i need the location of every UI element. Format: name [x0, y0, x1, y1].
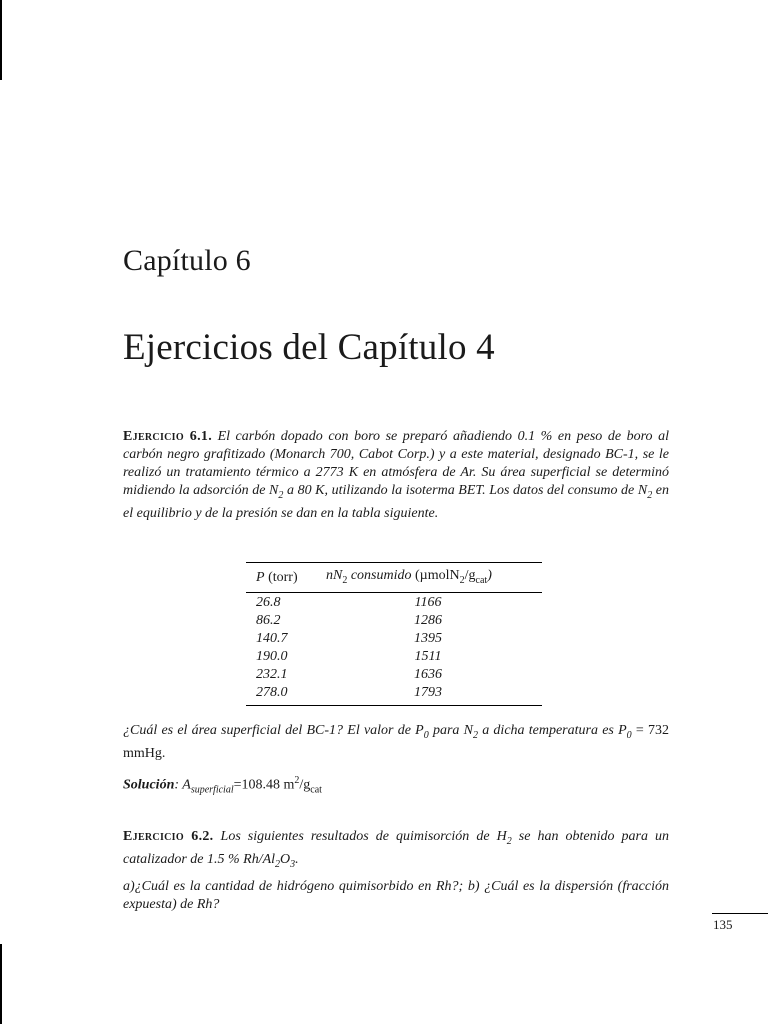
column-header-consumption: $nN_2$ consumido $(\mu molN_2/g_{cat})$	[326, 563, 542, 593]
exercise-1-solution: Solución: $A_{superficial}=108.48$ $m^2/g_{cat}$	[123, 775, 322, 796]
solution-value: =108.48 m	[233, 777, 295, 793]
exercise-1-heading: Ejercicio 6.1.	[123, 429, 212, 444]
page-number: 135	[713, 917, 733, 932]
table-row	[246, 630, 542, 648]
table-header-row	[246, 563, 542, 593]
consumption-cell: 1286	[414, 612, 442, 628]
pressure-cell: 190.0	[256, 648, 288, 664]
crop-mark-top	[0, 0, 2, 80]
consumption-cell: 1166	[414, 594, 442, 610]
chapter-title: Ejercicios del Capítulo 4	[123, 327, 495, 368]
table-row	[246, 648, 542, 666]
solution-label: Solución	[123, 777, 175, 793]
table-row	[246, 666, 542, 684]
exercise-1-statement	[123, 428, 669, 523]
adsorption-data-table	[246, 562, 542, 706]
consumption-cell: 1636	[414, 666, 442, 682]
pressure-cell: 86.2	[256, 612, 281, 628]
exercise-2-heading: Ejercicio 6.2.	[123, 829, 214, 844]
exercise-2-statement	[123, 828, 669, 874]
table-row	[246, 592, 542, 612]
consumption-cell: 1793	[326, 684, 542, 706]
column-header-pressure: P (torr)	[246, 563, 326, 593]
pressure-cell: 26.8	[256, 594, 281, 610]
exercise-2-question: a)¿Cuál es la cantidad de hidrógeno quimisorbido en Rh?; b) ¿Cuál es la dispersión (fracción expuesta) de Rh?	[123, 879, 669, 912]
crop-mark-bottom	[0, 944, 2, 1024]
pressure-cell: 278.0	[246, 684, 326, 706]
exercise-2-text: Los siguientes resultados de quimisorción de $H_2$ se han obtenido para un catalizador de 1.5 % $Rh/Al_2O_3$.	[123, 829, 670, 870]
consumption-cell: 1511	[414, 648, 442, 664]
pressure-cell: 140.7	[256, 630, 288, 646]
exercise-1-question: ¿Cuál es el área superficial del BC-1? El valor de $P_0$ para $N_2$ a dicha temperatura es $P_0 = 732$ mmHg.	[123, 723, 669, 761]
table-row	[246, 612, 542, 630]
exercise-1-text: El carbón dopado con boro se preparó añadiendo 0.1 % en peso de boro al carbón negro grafitizado (Monarch 700, Cabot Corp.) y a este material, designado BC-1, se le realizó un tratamiento térmico a 2773 K en atmósfera de Ar. Su área superficial se determinó midiendo la adsorción de $N_2$ a 80 K, utilizando la isoterma BET. Los datos del consumo de $N_2$ en el equilibrio y de la presión se dan en la tabla siguiente.	[123, 429, 670, 521]
table-row	[246, 684, 542, 706]
consumption-cell: 1395	[414, 630, 442, 646]
footer-rule	[712, 913, 768, 914]
chapter-label: Capítulo 6	[123, 244, 251, 277]
pressure-cell: 232.1	[256, 666, 288, 682]
